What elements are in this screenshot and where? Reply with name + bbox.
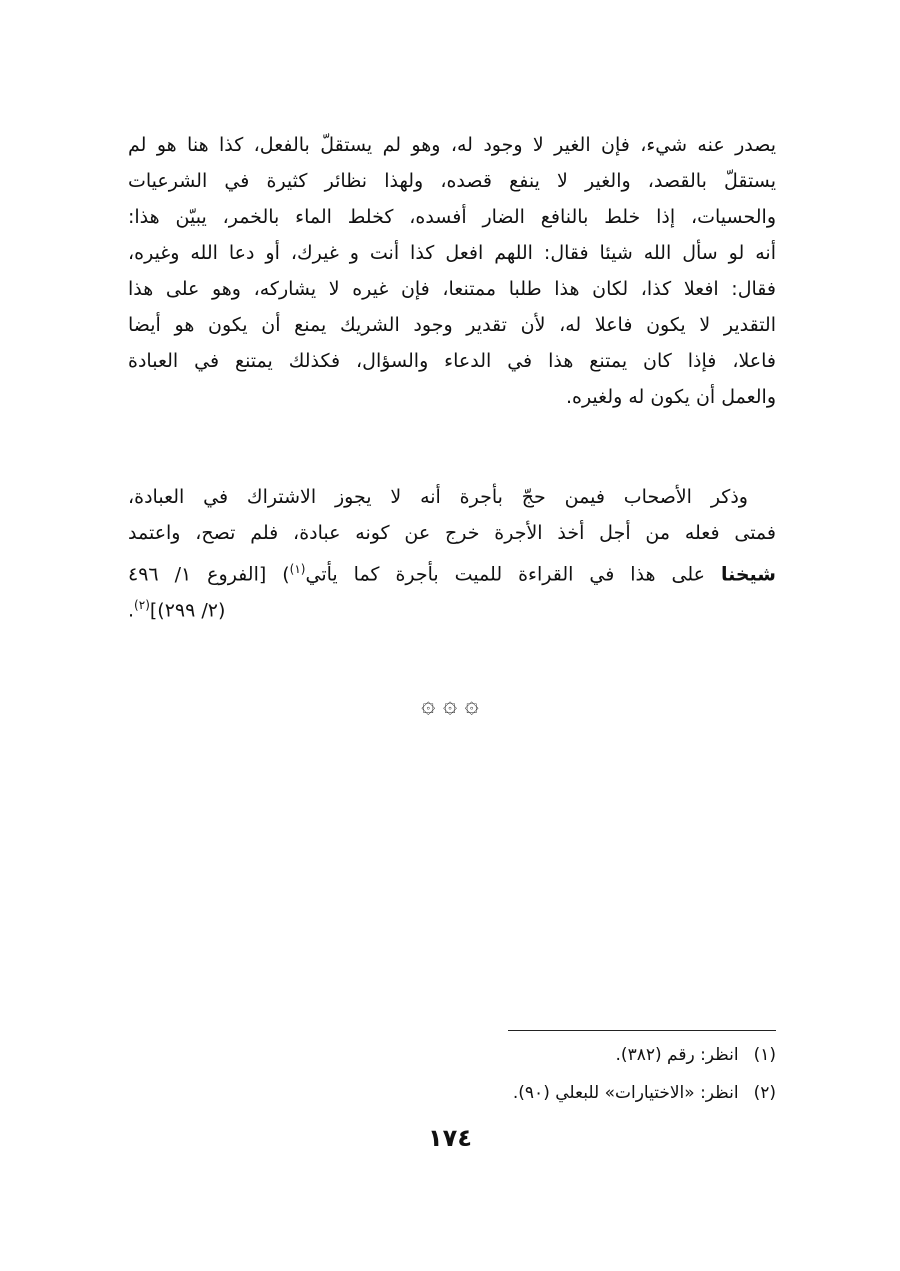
flower-ornament-icon: ۞ ۞ ۞	[421, 690, 479, 718]
text-line: يصدر عنه شيء، فإن الغير لا وجود له، وهو لم يستقلّ بالفعل، كذا هنا هو لم	[128, 134, 776, 156]
footnote-text: انظر: رقم (٣٨٢).	[615, 1045, 739, 1065]
footnote-text: انظر: «الاختيارات» للبعلي (٩٠).	[512, 1083, 739, 1103]
text-line: (٢/ ٢٩٩)]$^{(٢)}$.	[128, 598, 226, 622]
text-line: فمتى فعله من أجل أخذ الأجرة خرج عن كونه عبادة، فلم تصح، واعتمد	[128, 522, 776, 544]
text-line: وذكر الأصحاب فيمن حجّ بأجرة أنه لا يجوز الاشتراك في العبادة،	[128, 486, 748, 508]
text-line: والعمل أن يكون له ولغيره.	[565, 386, 776, 408]
footnote-number: (١)	[753, 1045, 776, 1065]
text-line: والحسيات، إذا خلط بالنافع الضار أفسده، كخلط الماء بالخمر، يبيّن هذا:	[128, 206, 776, 228]
footnote	[400, 1080, 776, 1106]
footnote-number: (٢)	[753, 1083, 776, 1103]
footnote-divider	[508, 1030, 776, 1031]
footnote-ref[interactable]: (٢)	[134, 598, 150, 612]
text-line: فقال: افعلا كذا، لكان هذا طلبا ممتنعا، فإن غيره لا يشاركه، وهو على هذا	[128, 278, 776, 300]
text-line: شيخنا على هذا في القراءة للميت بأجرة كما يأتي$^{(١)}$) [الفروع ١/ ٤٩٦	[128, 562, 776, 586]
bold-name: شيخنا	[720, 563, 776, 586]
footnote	[400, 1042, 776, 1068]
text-line: يستقلّ بالقصد، والغير لا ينفع قصده، ولهذا نظائر كثيرة في الشرعيات	[128, 170, 776, 192]
footnote-ref[interactable]: (١)	[289, 562, 306, 576]
page-number: ١٧٤	[428, 1124, 472, 1152]
text-line: التقدير لا يكون فاعلا له، لأن تقدير وجود الشريك يمنع أن يكون هو أيضا	[128, 314, 776, 336]
text-line: فاعلا، فإذا كان يمتنع هذا في الدعاء والسؤال، فكذلك يمتنع في العبادة	[128, 350, 776, 372]
text-line: أنه لو سأل الله شيئا فقال: اللهم افعل كذا أنت و غيرك، أو دعا الله وغيره،	[128, 242, 776, 264]
